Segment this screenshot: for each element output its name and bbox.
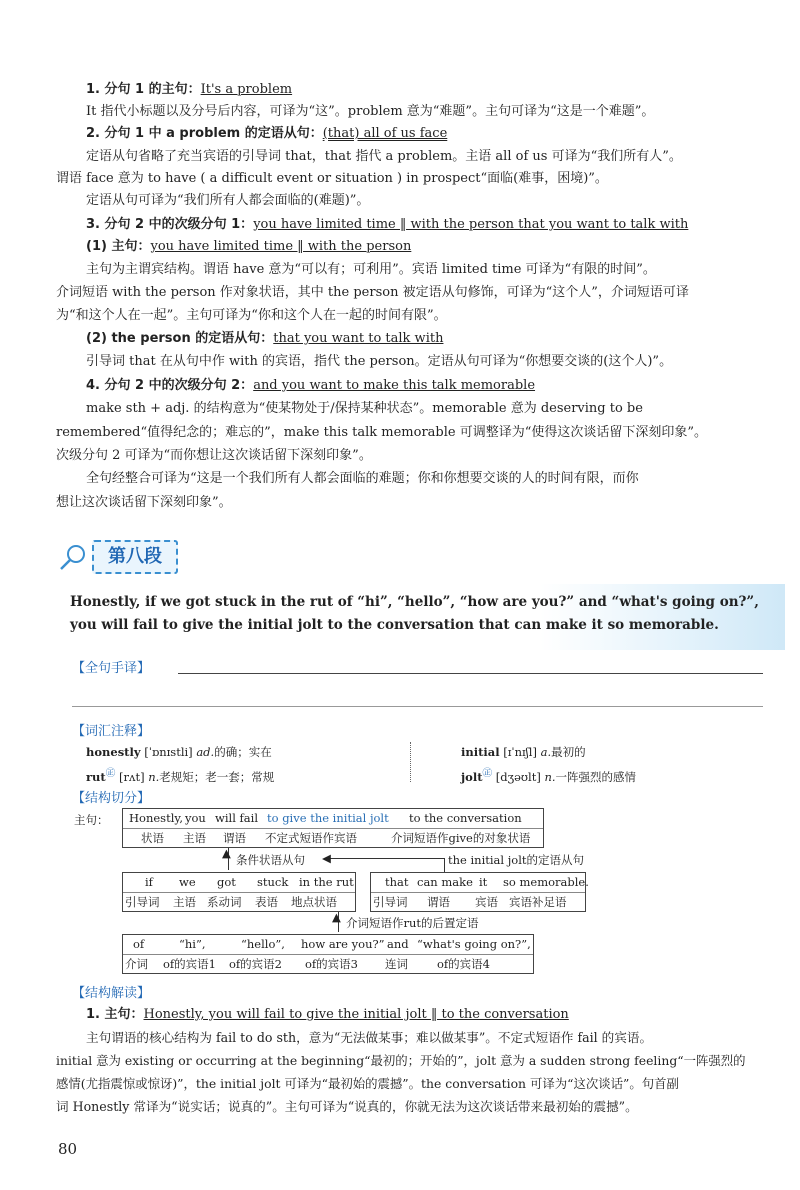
page-number: 80 (58, 1140, 78, 1158)
cell: will fail (215, 811, 259, 825)
divider (72, 706, 763, 707)
row-divider (123, 954, 533, 955)
vocab-word: honestly (86, 745, 141, 759)
cell: how are you?” (301, 937, 385, 951)
section-title: 第八段 (92, 540, 178, 574)
vocab-phonetic: [ɪˈnɪʃl] (503, 745, 537, 759)
cell: 主语 (173, 895, 196, 909)
cell: 介词 (125, 957, 148, 971)
arrow-label: the initial jolt的定语从句 (448, 853, 585, 867)
paragraph: make sth + adj. 的结构意为“使某物处于/保持某种状态”。memorable 意为 deserving to be (86, 401, 643, 416)
arrow-line (444, 858, 445, 872)
paragraph: remembered“值得纪念的；难忘的”，make this talk memorable 可调整译为“使得这次谈话留下深刻印象”。 (56, 425, 708, 440)
heading-3 (86, 215, 688, 235)
heading-2-english: (that) all of us face (322, 126, 448, 141)
heading-3b-label: (2) the person 的定语从句： (86, 331, 274, 346)
paragraph: 谓语 face 意为 to have ( a difficult event or situation ) in prospect“面临(难事，困境)”。 (56, 171, 608, 186)
heading-2-label: 2. 分句 1 中 a problem 的定语从句： (86, 126, 323, 141)
cell: got (217, 875, 236, 889)
cell: it (479, 875, 488, 889)
paragraph: 想让这次谈话留下深刻印象”。 (56, 495, 232, 510)
cell: can make (417, 875, 473, 889)
paragraph: 词 Honestly 常译为“说实话；说真的”。主句可译为“说真的，你就无法为这次谈话带来最初始的震撼”。 (56, 1099, 638, 1114)
row-divider (123, 892, 355, 893)
analysis-label: 【结构解读】 (72, 986, 151, 1001)
structure-box-relative (370, 872, 589, 912)
paragraph: 引导词 that 在从句中作 with 的宾语，指代 the person。定语从句可译为“你想要交谈的(这个人)”。 (86, 354, 673, 369)
heading-1-label: 1. 分句 1 的主句： (86, 82, 201, 97)
paragraph: 主句谓语的核心结构为 fail to do sth，意为“无法做某事；难以做某事”。不定式短语作 fail 的宾语。 (86, 1030, 653, 1045)
vocab-phonetic: [rʌt] (118, 769, 145, 784)
cell: 宾语补足语 (509, 895, 567, 909)
heading-3b-english: that you want to talk with (273, 331, 444, 346)
key-word-mark: ㊣ (105, 768, 116, 779)
cell: 地点状语 (291, 895, 337, 909)
cell: 介词短语作give的对象状语 (391, 831, 531, 845)
structure-label: 【结构切分】 (72, 791, 151, 806)
paragraph: 定语从句省略了充当宾语的引导词 that，that 指代 a problem。主语 all of us 可译为“我们所有人”。 (86, 149, 682, 164)
cell: of的宾语2 (229, 957, 282, 971)
cell: so memorable. (503, 875, 589, 889)
paragraph: 为“和这个人在一起”。主句可译为“你和这个人在一起的时间有限”。 (56, 308, 447, 323)
vocab-pos: a. (540, 745, 552, 759)
vocab-phonetic: [dʒəʊlt] (495, 769, 541, 784)
analysis-heading (86, 1005, 569, 1025)
heading-4-english: and you want to make this talk memorable (253, 378, 536, 393)
row-divider (371, 892, 585, 893)
vocab-item (86, 742, 272, 762)
sentence-line-2: you will fail to give the initial jolt to the conversation that can make it so memorable. (70, 617, 719, 633)
heading-3a-english: you have limited time ‖ with the person (150, 239, 412, 254)
cell: 表语 (255, 895, 278, 909)
paragraph: initial 意为 existing or occurring at the beginning“最初的；开始的”，jolt 意为 a sudden strong feeling“一阵强烈的 (56, 1053, 746, 1068)
cell: to give the initial jolt (267, 811, 389, 825)
vocab-item (86, 764, 274, 787)
cell: “hello”, (241, 937, 285, 951)
arrow-label: 介词短语作rut的后置定语 (346, 916, 479, 930)
vocab-meaning: 老规矩；老一套；常规 (159, 769, 275, 784)
heading-4 (86, 376, 535, 396)
structure-box-of-phrase (122, 934, 534, 974)
cell: 主语 (183, 831, 206, 845)
heading-2 (86, 124, 447, 144)
vocab-pos: n. (544, 769, 556, 784)
heading-1-english: It's a problem (200, 82, 293, 97)
cell: “what's going on?”, (417, 937, 531, 951)
cell: you (185, 811, 206, 825)
cell: to the conversation (409, 811, 522, 825)
paragraph: 全句经整合可译为“这是一个我们所有人都会面临的难题；你和你想要交谈的人的时间有限，而你 (86, 471, 639, 486)
vocab-meaning: 的确；实在 (214, 745, 272, 759)
vocab-pos: n. (148, 769, 160, 784)
cell: of的宾语3 (305, 957, 358, 971)
arrow-label: 条件状语从句 (236, 853, 305, 867)
heading-3-label: 3. 分句 2 中的次级分句 1： (86, 217, 254, 232)
cell: 谓语 (223, 831, 246, 845)
cell: in the rut (299, 875, 354, 889)
cell: of的宾语1 (163, 957, 216, 971)
paragraph: 次级分句 2 可译为“而你想让这次谈话留下深刻印象”。 (56, 448, 372, 463)
cell: Honestly, (129, 811, 183, 825)
arrow-up-icon: ▲ (332, 910, 341, 924)
translate-label: 【全句手译】 (72, 661, 151, 676)
heading-3a (86, 237, 411, 257)
vocab-meaning: 最初的 (551, 745, 586, 759)
cell: 状语 (141, 831, 164, 845)
vocab-pos: ad. (196, 745, 215, 759)
structure-box-condition (122, 872, 356, 912)
vocab-word: rut (86, 769, 106, 784)
arrow-line (326, 858, 444, 859)
paragraph: 介词短语 with the person 作对象状语，其中 the person 被定语从句修饰，可译为“这个人”，介词短语可译 (56, 285, 689, 300)
cell: and (387, 937, 409, 951)
vocab-item (461, 742, 586, 762)
sentence-line-1: Honestly, if we got stuck in the rut of “hi”, “hello”, “how are you?” and “what's going on?”, (70, 594, 759, 610)
heading-3-english: you have limited time ‖ with the person that you want to talk with (253, 217, 689, 232)
cell: 连词 (385, 957, 408, 971)
cell: 引导词 (125, 895, 160, 909)
cell: of的宾语4 (437, 957, 490, 971)
vocab-word: initial (461, 745, 500, 759)
translation-input-line[interactable] (178, 673, 763, 674)
cell: 系动词 (207, 895, 242, 909)
heading-3a-label: (1) 主句： (86, 239, 151, 254)
analysis-heading-label: 1. 主句： (86, 1007, 144, 1022)
vocab-word: jolt (461, 769, 483, 784)
heading-3b (86, 329, 443, 349)
arrow-left-icon: ◀ (322, 851, 331, 865)
cell: 引导词 (373, 895, 408, 909)
structure-box-main (122, 808, 544, 848)
cell: of (133, 937, 145, 951)
row-divider (123, 828, 543, 829)
paragraph: 感情(尤指震惊或惊讶)”，the initial jolt 可译为“最初始的震撼”。the conversation 可译为“这次谈话”。句首副 (56, 1076, 679, 1091)
vocab-item (461, 764, 636, 787)
magnifier-icon (58, 543, 88, 577)
analysis-heading-english: Honestly, you will fail to give the initial jolt ‖ to the conversation (143, 1007, 569, 1022)
vocab-phonetic: [ˈɒnɪstli] (144, 745, 193, 759)
key-word-mark: ㊣ (482, 768, 493, 779)
vocab-meaning: 一阵强烈的感情 (555, 769, 637, 784)
cell: 不定式短语作宾语 (265, 831, 357, 845)
main-clause-prefix: 主句： (74, 813, 109, 827)
cell: “hi”, (179, 937, 206, 951)
cell: stuck (257, 875, 289, 889)
arrow-up-icon: ▲ (222, 846, 231, 860)
paragraph: 主句为主谓宾结构。谓语 have 意为“可以有；可利用”。宾语 limited time 可译为“有限的时间”。 (86, 262, 656, 277)
cell: 谓语 (427, 895, 450, 909)
cell: 宾语 (475, 895, 498, 909)
vocab-label: 【词汇注释】 (72, 724, 151, 739)
cell: that (385, 875, 409, 889)
paragraph: It 指代小标题以及分号后内容，可译为“这”。problem 意为“难题”。主句可译为“这是一个难题”。 (86, 104, 655, 119)
paragraph: 定语从句可译为“我们所有人都会面临的(难题)”。 (86, 193, 370, 208)
cell: if (145, 875, 153, 889)
cell: we (179, 875, 196, 889)
vocab-divider (410, 742, 421, 782)
heading-4-label: 4. 分句 2 中的次级分句 2： (86, 378, 254, 393)
heading-1 (86, 80, 292, 100)
